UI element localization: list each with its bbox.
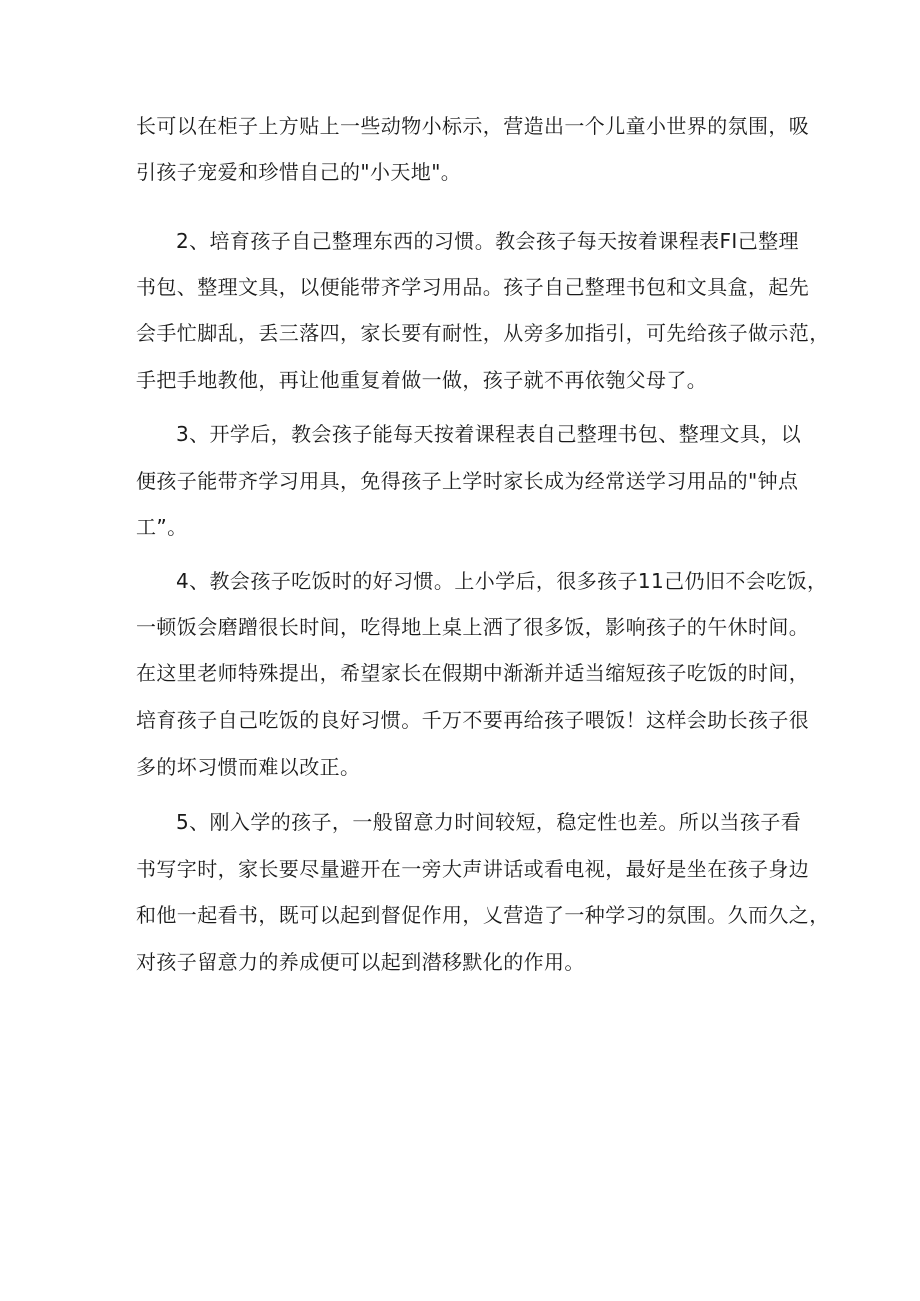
text-line: 和他一起看书，既可以起到督促作用，乂营造了一种学习的氛围。久而久之， [136, 903, 830, 927]
text-line: 5、刚入学的孩子，一般留意力时间较短，稳定性也差。所以当孩子看 [176, 810, 802, 834]
text-line: 引孩子宠爱和珍惜自己的"小天地"。 [136, 160, 462, 184]
text-line: 工”。 [136, 515, 188, 539]
text-line: 一顿饭会磨蹭很长时间，吃得地上桌上洒了很多饭，影响孩子的午休时间。 [136, 615, 810, 639]
text-line: 书包、整理文具，以便能带齐学习用品。孩子自己整理书包和文具盒，起先 [136, 275, 810, 299]
text-line: 培育孩子自己吃饭的良好习惯。千万不要再给孩子喂饭！这样会助长孩子很 [136, 708, 810, 732]
text-line: 便孩子能带齐学习用具，免得孩子上学时家长成为经常送学习用品的"钟点 [136, 469, 799, 493]
text-line: 长可以在柜子上方贴上一些动物小标示，营造出一个儿童小世界的氛围，吸 [136, 114, 810, 138]
text-line: 书写字时，家长要尽量避开在一旁大声讲话或看电视，最好是坐在孩子身边 [136, 857, 810, 881]
text-line: 手把手地教他，再让他重复着做一做，孩子就不再依匏父母了。 [136, 368, 708, 392]
text-line: 多的坏习惯而难以改正。 [136, 755, 361, 779]
text-line: 3、开学后，教会孩子能每天按着课程表自己整理书包、整理文具，以 [176, 422, 802, 446]
text-line: 4、教会孩子吃饭时的好习惯。上小学后，很多孩子11己仍旧不会吃饭， [176, 569, 828, 593]
text-line: 2、培育孩子自己整理东西的习惯。教会孩子每天按着课程表FI己整理 [176, 229, 799, 253]
text-line: 在这里老师特殊提出，希望家长在假期中渐渐并适当缩短孩子吃饭的时间， [136, 661, 810, 685]
text-line: 对孩子留意力的养成便可以起到潜移默化的作用。 [136, 950, 585, 974]
text-line: 会手忙脚乱，丢三落四，家长要有耐性，从旁多加指引，可先给孩子做示范， [136, 321, 830, 345]
